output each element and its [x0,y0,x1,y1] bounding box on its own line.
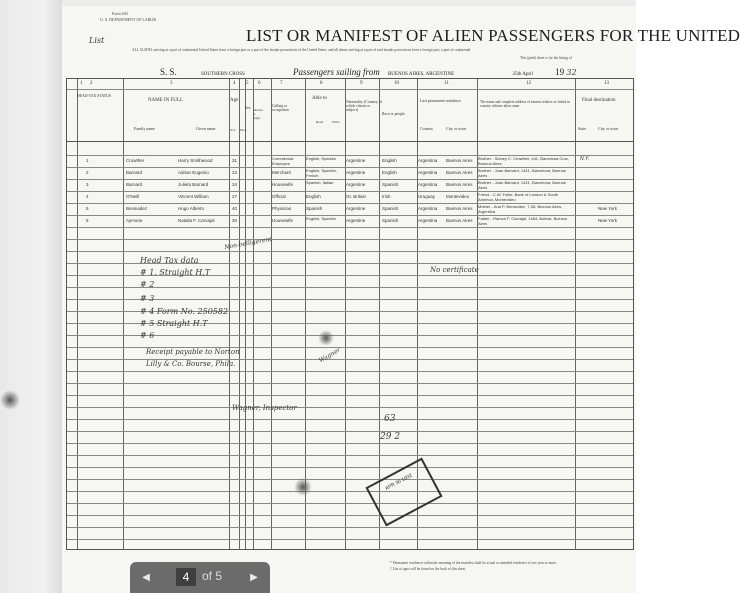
col-header-residence: Last permanent residence [420,98,461,103]
age: 40 [232,206,238,211]
languages: English [306,194,321,199]
ss-label: S. S. [160,67,177,77]
ship-line [160,67,577,77]
col-header-relative: The name and complete address of nearest relative or friend in country whence alien came [480,100,570,108]
ink-blot [318,330,334,346]
page-number-input[interactable]: 4 [176,568,196,586]
occupation: Commercial Employee [272,156,294,166]
head-tax-line-3: # 3 [140,294,155,303]
age: 30 [232,218,238,223]
port-name: BUENOS AIRES, ARGENTINE [387,72,455,77]
race: Irish [382,194,391,199]
given-name: Vincent William [178,194,209,199]
chevron-right-icon: ▶ [250,572,258,583]
col-number-10: 10 [394,81,399,86]
family-name: Benavidez [126,206,148,211]
country: Uruguay [418,194,436,199]
col-header-sex: Sex [245,106,251,110]
country: Argentina [418,218,438,223]
race: Spanish [382,206,399,211]
ink-blot [294,478,312,496]
col-header-destination: Final destination [582,98,616,103]
sailing-label: Passengers sailing from [293,67,380,77]
relative: Mother - Ana P. Benavidez, 7-08, Buenos Aires, Argentina [478,204,563,214]
col-header-able-to: Able to [312,96,327,101]
nationality: Argentine [346,218,366,223]
footnote-2: † List of ages will be found on the back of this sheet. [390,567,467,571]
col-number-9: 9 [360,81,363,86]
sub-header-mos: Mos. [240,128,248,132]
col-number-6: 6 [258,81,261,86]
race: Spanish [382,218,399,223]
given-name: Adrian Eugenio [178,170,209,175]
col-number-8: 8 [320,81,323,86]
col-number-5: 5 [246,81,249,86]
age: 27 [232,194,238,199]
year-label: 19 [555,67,565,77]
race: Spanish [382,182,399,187]
sub-header-yrs: Yrs. [230,128,236,132]
occupation: Housewife [272,218,294,223]
nationality: Argentine [346,158,366,163]
family-name: Barnard [126,170,143,175]
age: 34 [232,182,238,187]
col-header-age: Age [230,98,239,103]
dest-city: New York [598,218,618,223]
country: Argentina [418,158,438,163]
col-header-occupation: Calling or occupation [272,104,289,112]
nationality: Gt. Britain [346,194,367,199]
family-name: Aymone [126,218,143,223]
col-header-race: Race or people [382,112,405,116]
col-header-head-tax: HEAD-TAX STATUS [77,94,111,98]
col-number-1: 1 [80,81,83,86]
country: Argentina [418,182,438,187]
sub-header-read: Read [316,120,324,124]
given-name: Harry Smithwood [178,158,213,163]
page-navigator [130,562,270,593]
family-name: Crowther [126,158,145,163]
figure-29: 29 2 [380,432,401,442]
chevron-left-icon: ◀ [142,572,150,583]
languages: Spanish [306,206,323,211]
city: Buenos Aires [446,182,473,187]
race: English [382,158,397,163]
row-number: 3 [86,182,89,187]
manifest-subtitle-2: This (pink) sheet is for the listing of [520,56,572,60]
page-count-label: of 5 [202,569,223,583]
city: Buenos Aires [446,158,473,163]
year-value: 32 [566,68,577,77]
row-number: 1 [86,158,89,163]
city: Buenos Aires [446,206,473,211]
occupation: Housewife [272,182,294,187]
wagner-note: Wagner [317,346,342,365]
ship-name: SOUTHERN CROSS [201,72,245,77]
sub-header-state: State [578,126,586,131]
city: Montevideo [446,194,470,199]
languages: Spanish, Italian [306,180,334,185]
occupation: Official [272,194,286,199]
ink-spot [0,390,20,410]
relative: Brother - Sidney C. Crowther, 441, Barcelona Cruz, Buenos Aires [478,156,569,166]
row-number: 6 [86,218,89,223]
head-tax-note: Head Tax data [140,256,199,265]
head-tax-line-2: # 2 [140,280,155,289]
head-tax-line-1: # 1. Straight H.T [140,268,211,277]
row-number: 2 [86,170,89,175]
sub-header-given: Given name [196,126,216,131]
sailing-date: 25th April [512,72,533,77]
dest-city: New York [598,206,618,211]
no-certificate-note: No certificate [430,266,479,274]
list-label: List [89,36,105,45]
languages: English, Spanish [306,216,336,221]
relative: Brother - Juan Barnard, 1441, Barcelona, Buenos Aires [478,168,566,178]
head-tax-line-5: # 5 Straight H.T [140,319,208,328]
nationality: Argentine [346,170,366,175]
prev-page-button[interactable] [130,562,162,593]
given-name: Natalia F. Carvajal [178,218,215,223]
col-header-nationality: Nationality (Country of which citizen or subject) [346,100,382,112]
col-number-7: 7 [280,81,283,86]
col-header-name: NAME IN FULL [148,98,183,103]
department-label: U. S. DEPARTMENT OF LABOR [100,17,156,22]
given-name: Julieta Barnard [178,182,209,187]
next-page-button[interactable] [238,562,270,593]
relative: Brother - Juan Barnard, 1441, Barcelona, Buenos Aires [478,180,566,190]
nationality: Argentine [346,206,366,211]
occupation: Physician [272,206,292,211]
occupation: Merchant [272,170,291,175]
age: 23 [232,170,238,175]
sub-header-write: Write [332,120,340,124]
page-gutter [0,0,62,593]
country: Argentina [418,170,438,175]
languages: English, Spanish, French [306,168,337,178]
col-number-11: 11 [444,81,449,86]
sub-header-country: Country [420,126,434,131]
receipt-note: Receipt payable to Norton Lilly & Co. Bourse, Phila. [146,348,240,368]
footnote: * Permanent residence within the meaning of the manifest shall be actual or intended residence of one year or more. [390,561,557,565]
family-name: O'Neill [126,194,140,199]
given-name: Hugo Alberto [178,206,205,211]
age: 31 [232,158,238,163]
sub-header-family: Family name [134,126,155,131]
manifest-subtitle: ALL ALIENS arriving at a port of continental United States from a foreign port or a port of the insular possessions of the United States, and all aliens arriving at a port of said insular possessions from a foreign port, a port of continental [132,48,471,52]
col-header-married: Married or single [253,108,263,120]
race: English [382,170,397,175]
figure-63: 63 [384,414,396,424]
country: Argentina [418,206,438,211]
relative: Friend - C.W. Fuller, Bank of London & South America, Montevideo [478,192,559,202]
sub-header-city: City or town [446,126,467,131]
nationality: Argentine [346,182,366,187]
head-tax-line-4: # 4 Form No. 250582 [140,307,229,316]
head-tax-line-6: # 6 [140,331,155,340]
col-number-12: 12 [526,81,531,86]
form-number: Form 630 [112,11,128,16]
sub-header-dest-city: City or town [598,126,619,131]
family-name: Barnard [126,182,143,187]
row-number: 4 [86,194,89,199]
manifest-title: LIST OR MANIFEST OF ALIEN PASSENGERS FOR THE UNITED [246,26,740,45]
inspection-stamp: APR 30 1932 [365,458,442,527]
col-number-2: 2 [90,81,93,86]
col-number-13: 13 [604,81,609,86]
languages: English, Spanish [306,156,336,161]
city: Buenos Aires [446,218,473,223]
inspector-signature: Wagner, Inspector [232,404,297,412]
row-number: 5 [86,206,89,211]
col-number-4: 4 [233,81,236,86]
relative: Father - Ramon F. Carvajal, 1464, Bolivar, Buenos Aires [478,216,568,226]
nonbelligerent-note: Non-belligerent [223,235,273,252]
dest-state: N.Y. [580,156,590,162]
city: Buenos Aires [446,170,473,175]
col-number-3: 3 [170,81,173,86]
